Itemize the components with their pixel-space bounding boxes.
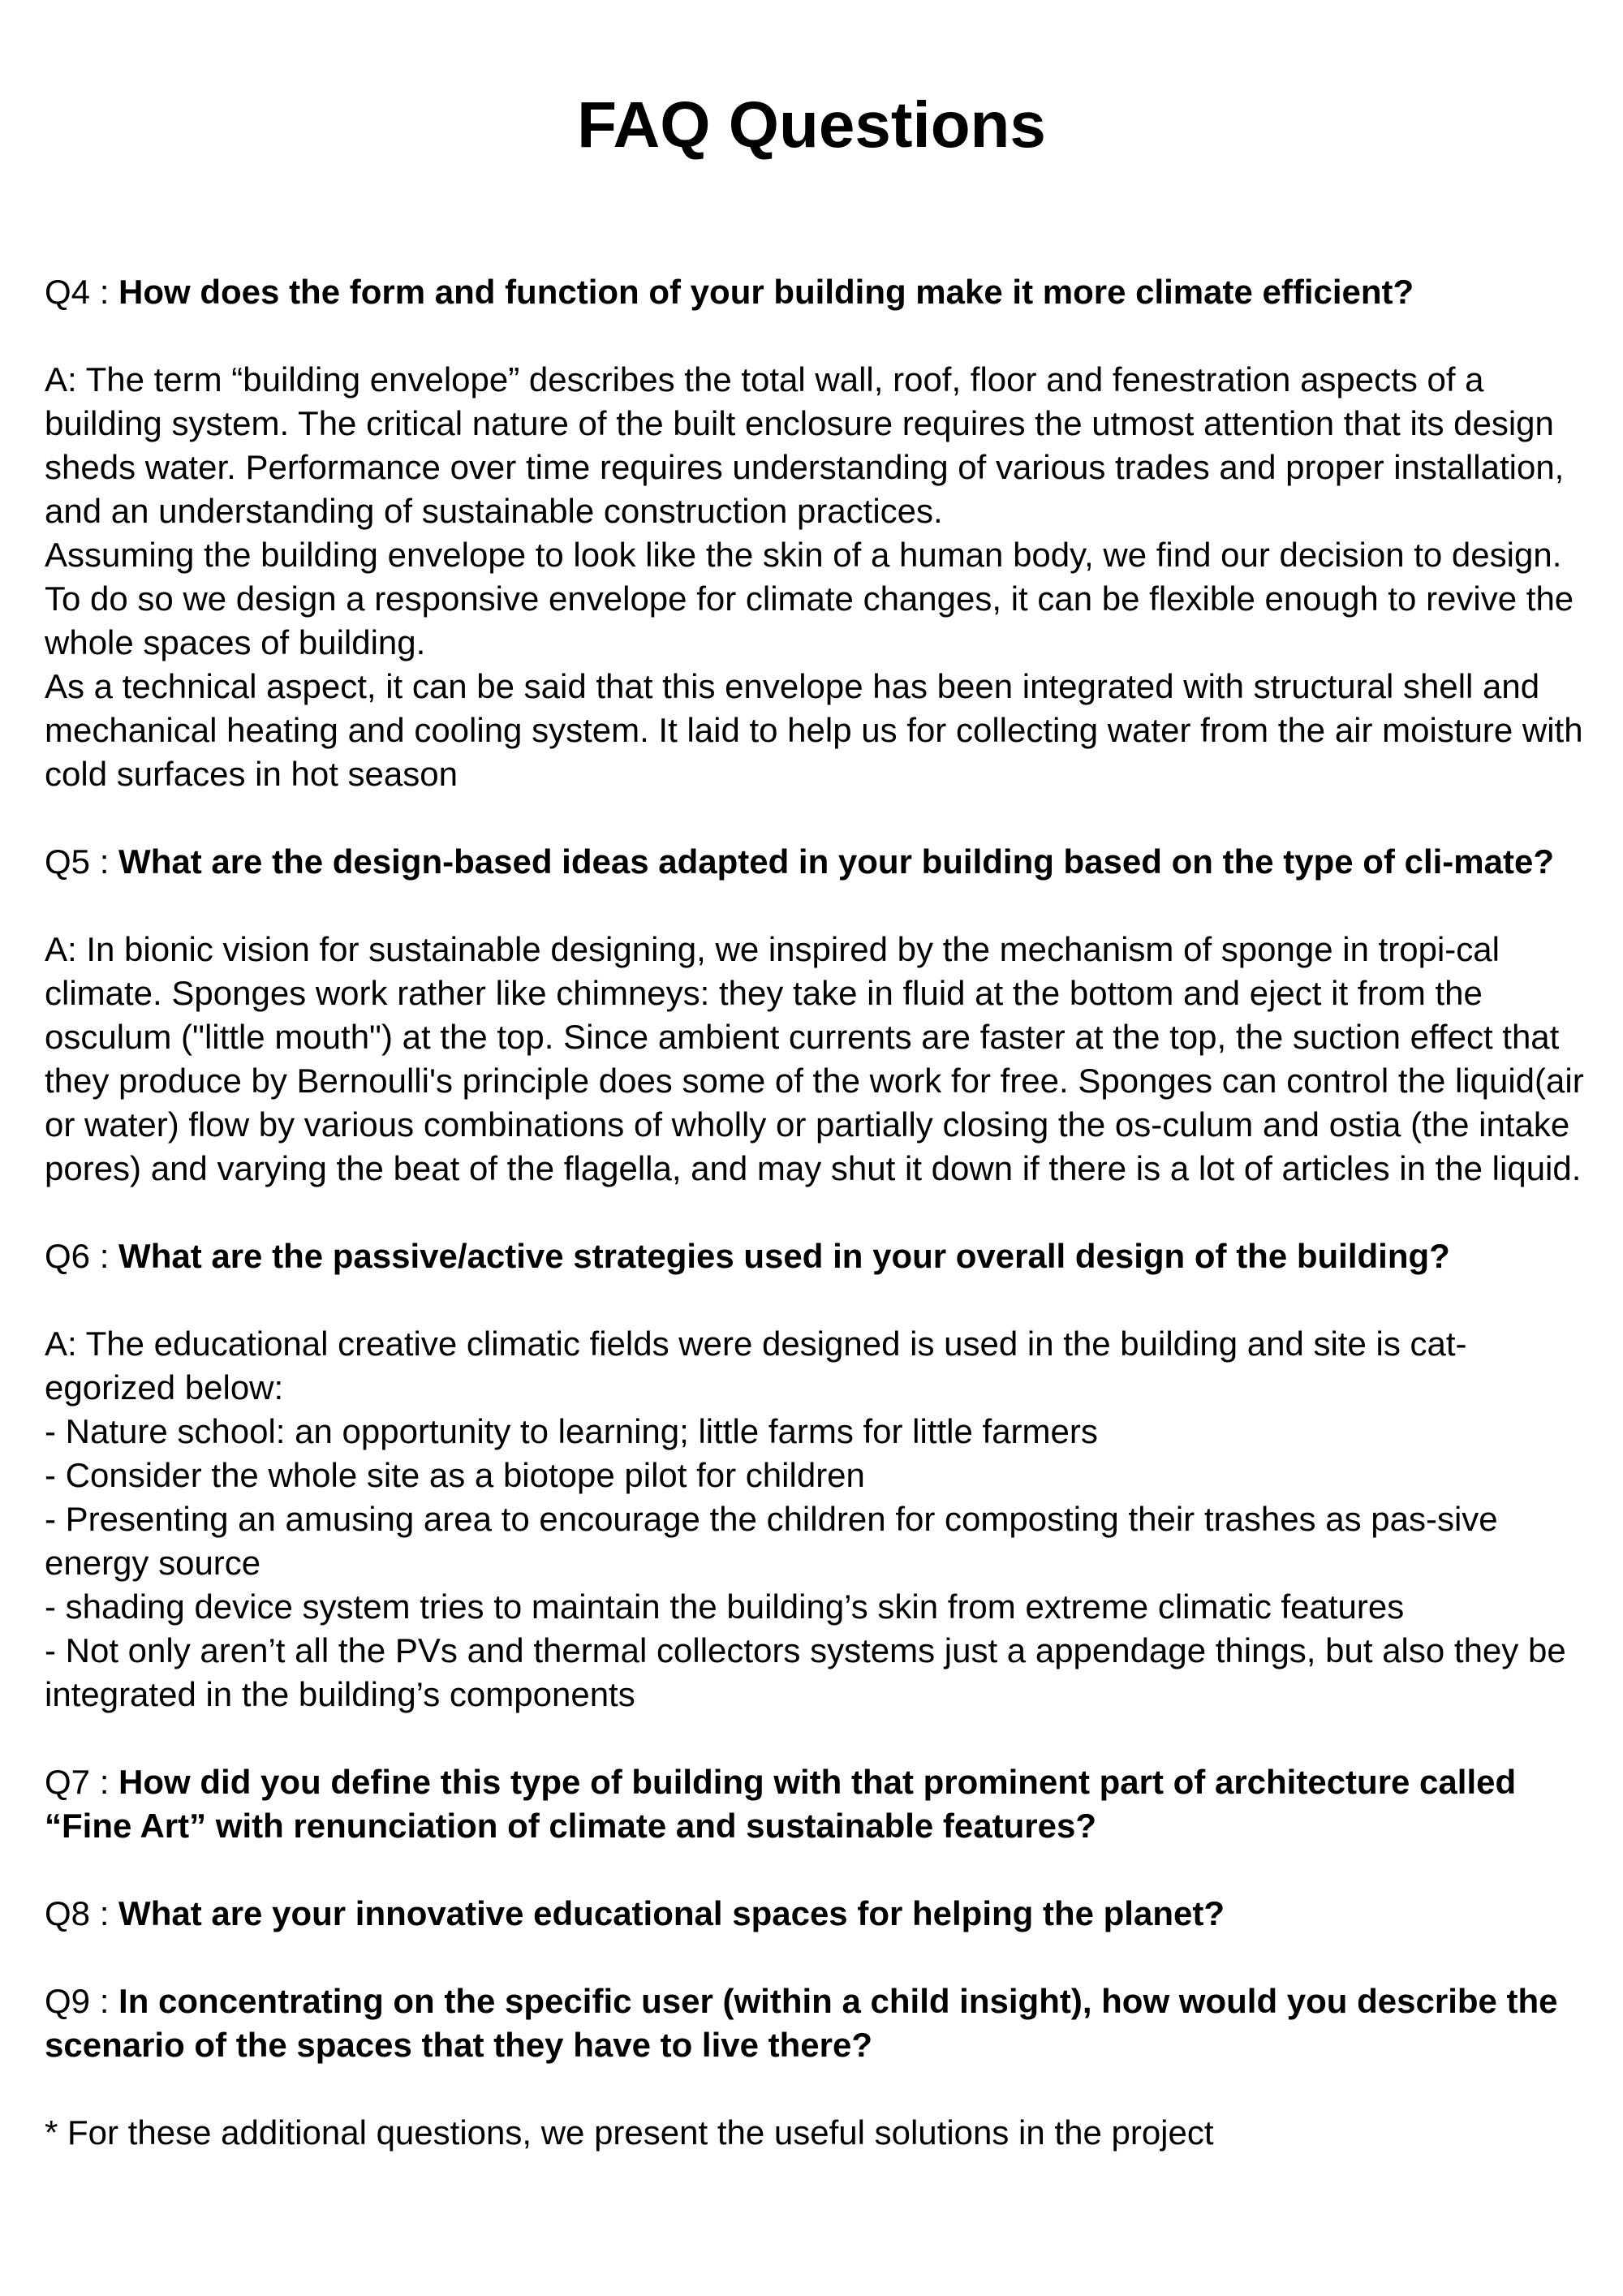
list-item: - Consider the whole site as a biotope pilot for children: [45, 1456, 865, 1494]
faq-question-q7: [45, 1760, 1591, 1848]
question-number: Q5 :: [45, 842, 119, 881]
question-text: What are the design-based ideas adapted in your building based on the type of cli-mate?: [118, 842, 1554, 881]
faq-content: [45, 270, 1591, 2155]
question-text: In concentrating on the specific user (within a child insight), how would you describe the scenario of the spaces that they have to live there?: [45, 1982, 1558, 2064]
faq-question-q8: [45, 1892, 1591, 1936]
faq-answer-q4-p3: As a technical aspect, it can be said that this envelope has been integrated with structural shell and mechanical heating and cooling system. It laid to help us for collecting water from the air moisture with cold surfaces in hot season: [45, 667, 1583, 793]
list-item: - shading device system tries to maintain the building’s skin from extreme climatic features: [45, 1587, 1405, 1626]
faq-answer-q5: A: In bionic vision for sustainable designing, we inspired by the mechanism of sponge in tropi-cal climate. Sponges work rather like chimneys: they take in fluid at the bottom and eject it from the osculum ("little mouth") at the top. Since ambient currents are faster at the top, the suction effect that they produce by Bernoulli's principle does some of the work for free. Sponges can control the liquid(air or water) flow by various combinations of wholly or partially closing the os-culum and ostia (the intake pores) and varying the beat of the flagella, and may shut it down if there is a lot of articles in the liquid.: [45, 930, 1584, 1187]
page-title: FAQ Questions: [577, 88, 1046, 161]
question-text: How does the form and function of your building make it more climate efficient?: [118, 273, 1414, 311]
question-number: Q4 :: [45, 273, 119, 311]
footnote: * For these additional questions, we present the useful solutions in the project: [45, 2113, 1214, 2152]
question-text: What are your innovative educational spaces for helping the planet?: [118, 1894, 1225, 1932]
faq-answer-q4-p1: A: The term “building envelope” describes the total wall, roof, floor and fenestration aspects of a building system. The critical nature of the built enclosure requires the utmost attention that its design sheds water. Performance over time requires understanding of various trades and proper installation, and an understanding of sustainable construction practices.: [45, 360, 1565, 530]
faq-question-q6: [45, 1234, 1591, 1278]
question-text: How did you define this type of building with that prominent part of architecture called “Fine Art” with renunciation of climate and sustainable features?: [45, 1763, 1517, 1845]
faq-question-q4: [45, 270, 1591, 314]
list-item: - Not only aren’t all the PVs and thermal collectors systems just a appendage things, but also they be integrated in the building’s components: [45, 1631, 1566, 1713]
faq-answer-q6-intro: A: The educational creative climatic fields were designed is used in the building and site is cat-egorized below:: [45, 1325, 1467, 1406]
list-item: - Nature school: an opportunity to learning; little farms for little farmers: [45, 1412, 1098, 1450]
question-number: Q8 :: [45, 1894, 119, 1932]
faq-question-q9: [45, 1979, 1591, 2067]
question-number: Q9 :: [45, 1982, 119, 2020]
question-number: Q7 :: [45, 1763, 119, 1801]
question-text: What are the passive/active strategies used in your overall design of the building?: [118, 1237, 1450, 1275]
question-number: Q6 :: [45, 1237, 119, 1275]
faq-answer-q4-p2: Assuming the building envelope to look like the skin of a human body, we find our decision to design. To do so we design a responsive envelope for climate changes, it can be flexible enough to revive the whole spaces of building.: [45, 536, 1574, 661]
list-item: - Presenting an amusing area to encourage the children for composting their trashes as pas-sive energy source: [45, 1500, 1498, 1582]
faq-question-q5: [45, 840, 1591, 884]
